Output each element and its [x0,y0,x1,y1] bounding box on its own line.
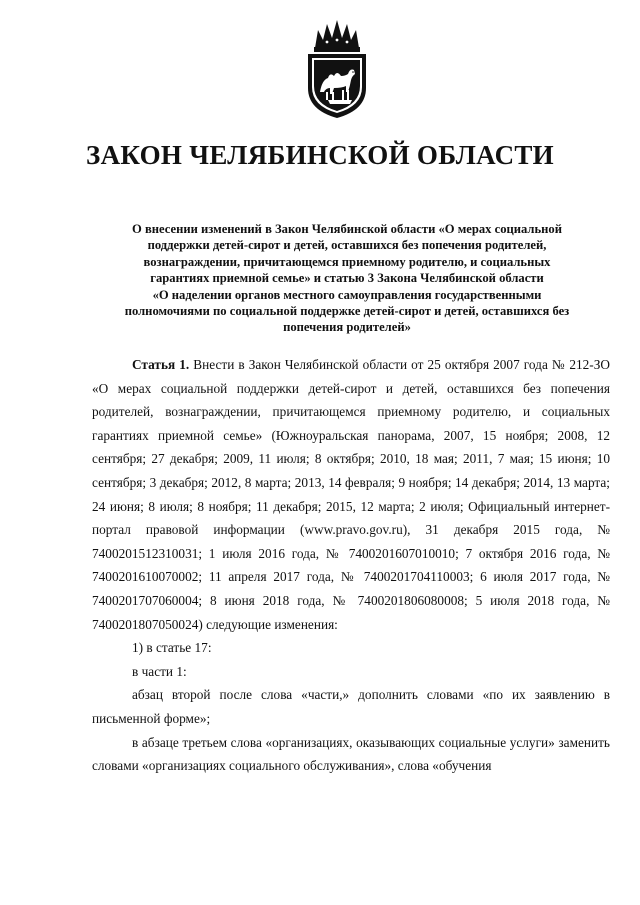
subtitle-line: полномочиями по социальной поддержке детей-сирот и детей, оставшихся без [124,304,570,319]
subtitle-line: гарантиях приемной семье» и статью 3 Закона Челябинской области [150,271,544,286]
subtitle-line: поддержки детей-сирот и детей, оставшихся без попечения родителей, [147,238,547,253]
subtitle-line: попечения родителей» [283,320,411,335]
article-1-text: Внести в Закон Челябинской области от 25 октября 2007 года № 212-ЗО «О мерах социальной поддержки детей-сирот и детей, оставшихся без попечения родителей, вознаграждении, причитающемся приемному родителю, и социальных гарантиях приемной семье» (Южноуральская панорама, 2007, 15 ноября; 2008, 12 сентября; 27 декабря; 2009, 11 июля; 8 октября; 2010, 18 мая; 2011, 7 мая; 15 июня; 10 сентября; 3 декабря; 2012, 8 марта; 2013, 14 февраля; 9 ноября; 14 декабря; 2014, 13 марта; 24 июня; 8 июля; 8 ноября; 11 декабря; 2015, 12 марта; 2 июля; Официальный интернет-портал правовой информации (www.pravo.gov.ru), 31 декабря 2015 года, № 7400201512310031; 1 июля 2016 года, № 7400201607010010; 7 октября 2016 года, № 7400201610070002; 11 апреля 2017 года, № 7400201704110003; 6 июля 2017 года, № 7400201707060004; 8 июня 2018 года, № 7400201806080008; 5 июля 2018 года, № 7400201807050024) следующие изменения: [92,357,611,632]
paragraph-a: абзац второй после слова «части,» дополнить словами «по их заявлению в письменной форме»; [92,687,610,726]
subtitle-line: вознаграждении, причитающемся приемному родителю, и социальных [143,254,551,269]
subtitle-line: «О наделении органов местного самоуправления государственными [152,287,542,302]
document-subtitle [84,221,610,336]
paragraph-b: в абзаце третьем слова «организациях, оказывающих социальные услуги» заменить словами «организациях социального обслуживания», слова «обучения [92,734,610,774]
part-1: в части 1: [132,663,187,679]
subtitle-line: О внесении изменений в Закон Челябинской области «О мерах социальной [132,222,562,236]
document-title: ЗАКОН ЧЕЛЯБИНСКОЙ ОБЛАСТИ [86,140,554,170]
coat-of-arms-icon [298,18,376,120]
article-1-paragraph [92,353,610,636]
document-body [92,353,610,778]
item-1: 1) в статье 17: [132,640,212,656]
article-label: Статья 1. [132,357,190,372]
